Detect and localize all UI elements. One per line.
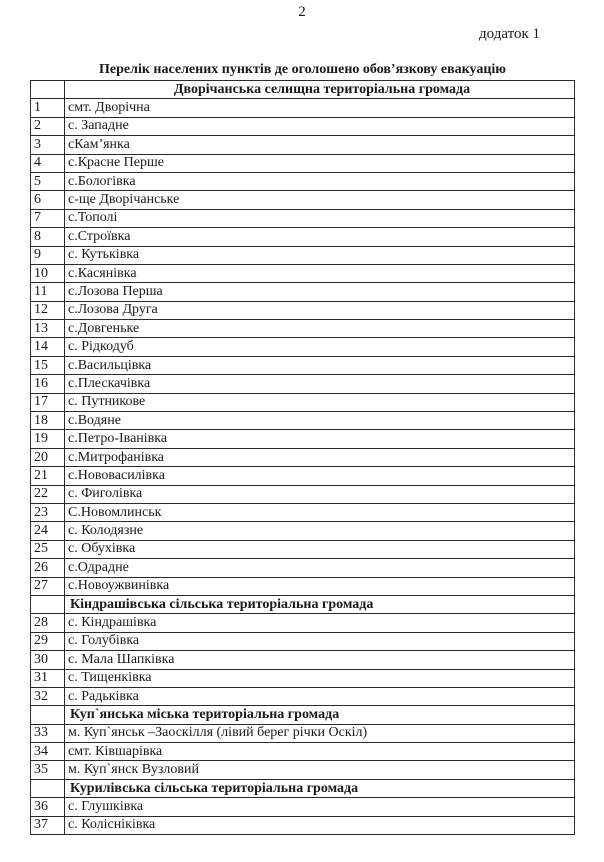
settlement-name: с.Васильцівка: [65, 356, 575, 374]
section-title: Курилівська сільська територіальна громада: [65, 779, 575, 797]
table-row: [31, 522, 575, 540]
settlement-name: смт. Дворічна: [65, 99, 575, 117]
row-number: 3: [31, 136, 65, 154]
table-row: [31, 154, 575, 172]
settlement-name: м. Куп`янск Вузловий: [65, 761, 575, 779]
row-number: 10: [31, 264, 65, 282]
row-number: 31: [31, 669, 65, 687]
table-row: [31, 503, 575, 521]
settlement-name: С.Новомлинськ: [65, 503, 575, 521]
document-title: Перелік населених пунктів де оголошено обов’язкову евакуацію: [99, 62, 506, 77]
settlement-name: с. Радьківка: [65, 687, 575, 705]
section-number-cell: [31, 779, 65, 797]
table-row: [31, 651, 575, 669]
row-number: 20: [31, 448, 65, 466]
row-number: 34: [31, 743, 65, 761]
settlement-name: с.Красне Перше: [65, 154, 575, 172]
section-title: Дворічанська селищна територіальна громада: [65, 81, 575, 99]
settlement-name: с.Новоужвинівка: [65, 577, 575, 595]
table-row: [31, 172, 575, 190]
table-row: [31, 356, 575, 374]
table-row: [31, 209, 575, 227]
section-header-row: [31, 779, 575, 797]
table-row: [31, 467, 575, 485]
row-number: 11: [31, 283, 65, 301]
settlement-name: с. Фиголівка: [65, 485, 575, 503]
settlement-name: с.Водяне: [65, 412, 575, 430]
settlement-name: с. Колісніківка: [65, 816, 575, 834]
section-title: Куп`янська міська територіальна громада: [65, 706, 575, 724]
settlement-name: с-ще Дворічанське: [65, 191, 575, 209]
table-row: [31, 338, 575, 356]
settlement-name: с.Петро-Іванівка: [65, 430, 575, 448]
row-number: 29: [31, 632, 65, 650]
settlement-name: с. Обухівка: [65, 540, 575, 558]
table-row: [31, 724, 575, 742]
row-number: 28: [31, 614, 65, 632]
row-number: 9: [31, 246, 65, 264]
settlement-name: с. Кутьківка: [65, 246, 575, 264]
row-number: 37: [31, 816, 65, 834]
table-row: [31, 430, 575, 448]
row-number: 12: [31, 301, 65, 319]
row-number: 27: [31, 577, 65, 595]
appendix-label: додаток 1: [479, 26, 540, 42]
row-number: 2: [31, 117, 65, 135]
settlement-name: с.Плескачівка: [65, 375, 575, 393]
row-number: 8: [31, 228, 65, 246]
row-number: 33: [31, 724, 65, 742]
table-row: [31, 228, 575, 246]
table-row: [31, 559, 575, 577]
table-row: [31, 117, 575, 135]
settlement-name: м. Куп`янськ –Заоскілля (лівий берег річки Оскіл): [65, 724, 575, 742]
table-row: [31, 448, 575, 466]
table-row: [31, 283, 575, 301]
row-number: 19: [31, 430, 65, 448]
section-number-cell: [31, 706, 65, 724]
row-number: 15: [31, 356, 65, 374]
table-row: [31, 320, 575, 338]
row-number: 1: [31, 99, 65, 117]
row-number: 36: [31, 798, 65, 816]
table-row: [31, 301, 575, 319]
row-number: 23: [31, 503, 65, 521]
section-title: Кіндрашівська сільська територіальна громада: [65, 595, 575, 613]
table-row: [31, 614, 575, 632]
settlement-name: с.Лозова Друга: [65, 301, 575, 319]
settlements-table: [30, 80, 575, 835]
settlement-name: с.Одрадне: [65, 559, 575, 577]
table-row: [31, 816, 575, 834]
row-number: 25: [31, 540, 65, 558]
section-number-cell: [31, 595, 65, 613]
settlement-name: с.Довгеньке: [65, 320, 575, 338]
settlement-name: с.Лозова Перша: [65, 283, 575, 301]
row-number: 32: [31, 687, 65, 705]
table-row: [31, 393, 575, 411]
settlement-name: с. Тищенківка: [65, 669, 575, 687]
settlement-name: с.Бологівка: [65, 172, 575, 190]
row-number: 6: [31, 191, 65, 209]
settlement-name: с. Путникове: [65, 393, 575, 411]
settlement-name: с. Рідкодуб: [65, 338, 575, 356]
settlement-name: с. Кіндрашівка: [65, 614, 575, 632]
row-number: 7: [31, 209, 65, 227]
settlement-name: с.Тополі: [65, 209, 575, 227]
row-number: 22: [31, 485, 65, 503]
table-row: [31, 136, 575, 154]
page-number: 2: [298, 4, 306, 20]
row-number: 35: [31, 761, 65, 779]
section-header-row: [31, 595, 575, 613]
table-row: [31, 264, 575, 282]
table-row: [31, 99, 575, 117]
table-row: [31, 669, 575, 687]
table-row: [31, 485, 575, 503]
table-row: [31, 687, 575, 705]
settlement-name: сКам’янка: [65, 136, 575, 154]
row-number: 16: [31, 375, 65, 393]
row-number: 30: [31, 651, 65, 669]
settlement-name: с. Мала Шапківка: [65, 651, 575, 669]
row-number: 21: [31, 467, 65, 485]
table-row: [31, 761, 575, 779]
settlement-name: с.Нововасилівка: [65, 467, 575, 485]
section-header-row: [31, 706, 575, 724]
row-number: 26: [31, 559, 65, 577]
table-row: [31, 798, 575, 816]
row-number: 13: [31, 320, 65, 338]
settlement-name: с.Касянівка: [65, 264, 575, 282]
settlement-name: с.Строївка: [65, 228, 575, 246]
table-row: [31, 577, 575, 595]
settlement-name: с. Западне: [65, 117, 575, 135]
settlement-name: с. Глушківка: [65, 798, 575, 816]
table-row: [31, 540, 575, 558]
settlement-name: с.Митрофанівка: [65, 448, 575, 466]
table-row: [31, 743, 575, 761]
row-number: 5: [31, 172, 65, 190]
row-number: 4: [31, 154, 65, 172]
settlement-name: смт. Ківшарівка: [65, 743, 575, 761]
section-header-row: [31, 81, 575, 99]
row-number: 17: [31, 393, 65, 411]
row-number: 24: [31, 522, 65, 540]
settlement-name: с. Колодязне: [65, 522, 575, 540]
settlement-name: с. Голубівка: [65, 632, 575, 650]
table-row: [31, 375, 575, 393]
table-row: [31, 246, 575, 264]
table-row: [31, 632, 575, 650]
table-row: [31, 412, 575, 430]
row-number: 18: [31, 412, 65, 430]
section-number-cell: [31, 81, 65, 99]
row-number: 14: [31, 338, 65, 356]
table-row: [31, 191, 575, 209]
